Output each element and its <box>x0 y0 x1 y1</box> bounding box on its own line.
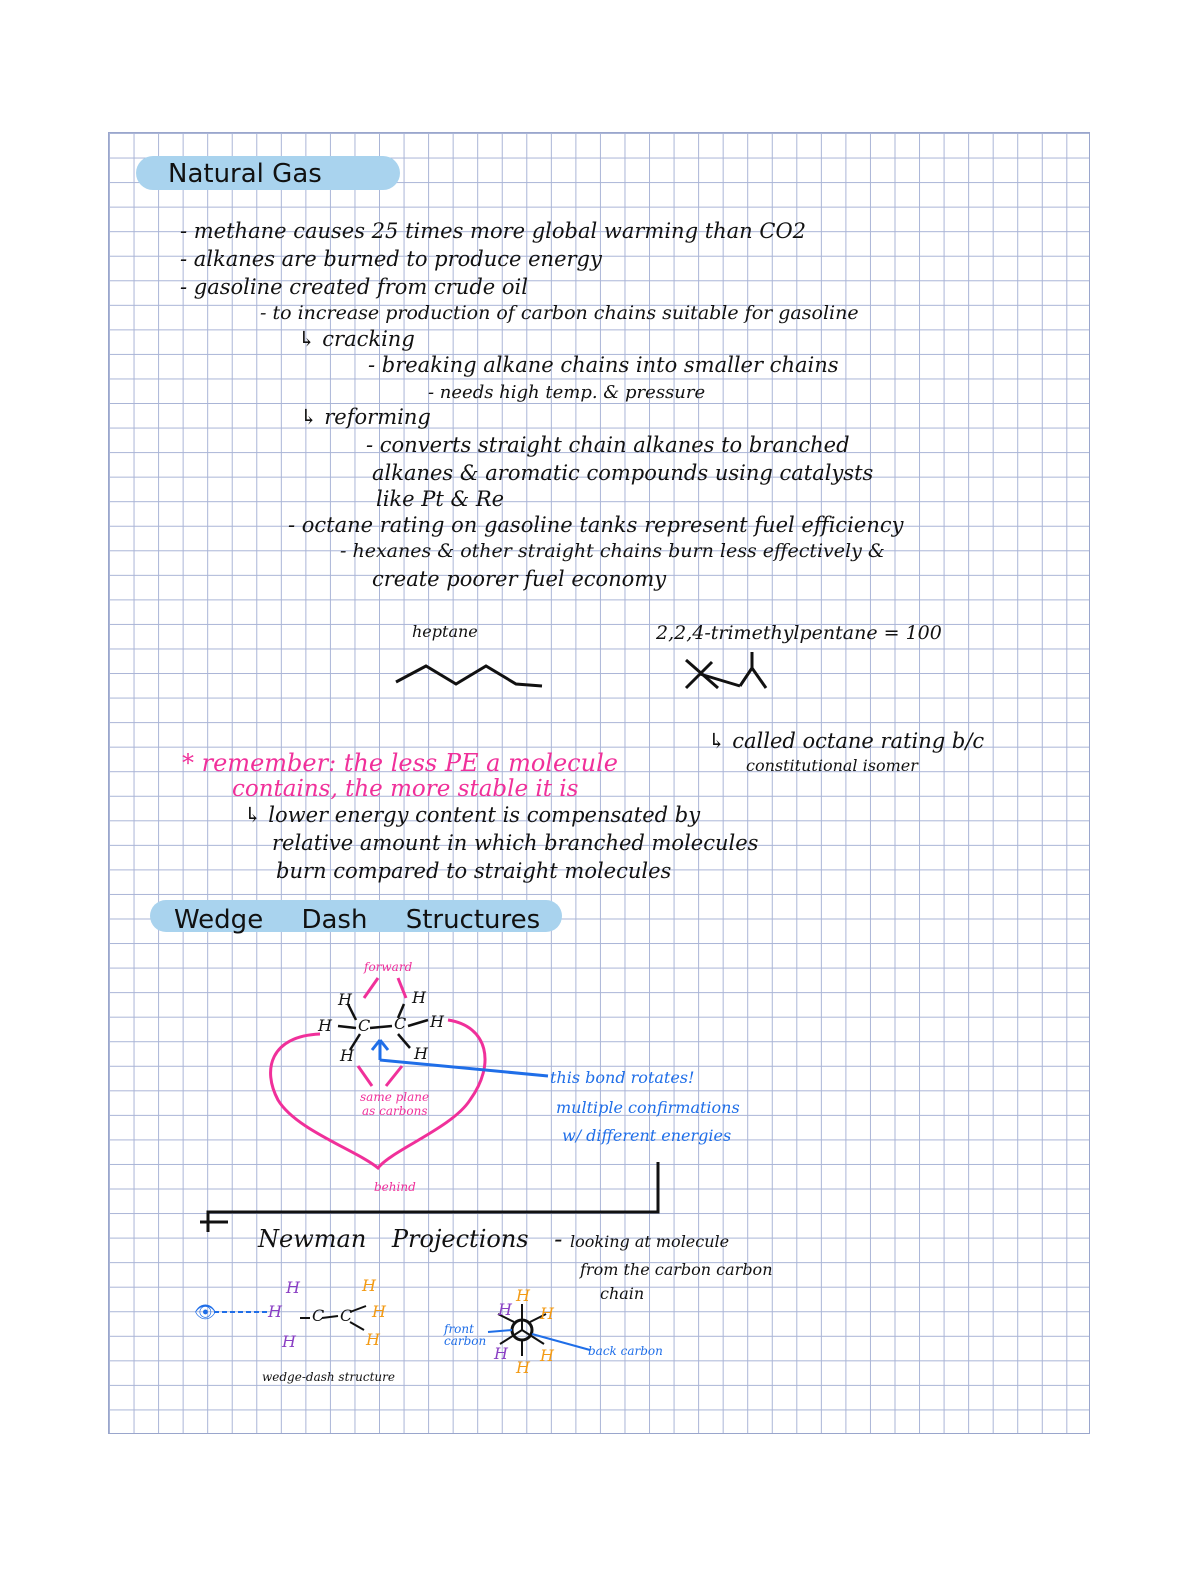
newman-desc: looking at molecule <box>570 1232 730 1251</box>
connector-line <box>208 1162 658 1232</box>
newman-h: H <box>516 1286 530 1305</box>
atom-h: H <box>366 1330 380 1349</box>
section-title-natural-gas: Natural Gas <box>168 159 322 189</box>
note-line: - to increase production of carbon chains suitable for gasoline <box>260 302 859 324</box>
remember-sub: burn compared to straight molecules <box>276 859 672 883</box>
atom-c: C <box>394 1014 407 1033</box>
atom-h: H <box>286 1278 300 1297</box>
note-line: - converts straight chain alkanes to branched <box>366 433 850 457</box>
newman-h: H <box>540 1346 554 1365</box>
rotate-note: w/ different energies <box>562 1126 732 1145</box>
heptane-skeleton <box>396 666 542 686</box>
rotate-note: multiple confirmations <box>556 1098 740 1117</box>
atom-h: H <box>430 1012 444 1031</box>
rotate-note: this bond rotates! <box>550 1068 695 1087</box>
front-carbon-label: carbon <box>444 1334 487 1348</box>
remember-sub: relative amount in which branched molecules <box>272 831 759 855</box>
newman-desc: chain <box>600 1284 645 1303</box>
atom-c: C <box>312 1306 325 1325</box>
atom-h: H <box>362 1276 376 1295</box>
newman-h: H <box>498 1300 512 1319</box>
wedge-dash-caption: wedge-dash structure <box>262 1370 395 1384</box>
note-line: - hexanes & other straight chains burn less effectively & <box>340 540 885 562</box>
remember-note: * remember: the less PE a molecule <box>182 749 618 777</box>
note-line: ↳ reforming <box>300 405 431 429</box>
isooctane-label: 2,2,4-trimethylpentane = 100 <box>656 622 942 644</box>
forward-label: forward <box>364 960 413 974</box>
heptane-label: heptane <box>412 622 478 641</box>
plane-label: same plane <box>360 1090 430 1104</box>
note-line: create poorer fuel economy <box>372 567 667 591</box>
octane-note: ↳ called octane rating b/c <box>708 729 985 753</box>
newman-h: H <box>494 1344 508 1363</box>
atom-h: H <box>340 1046 354 1065</box>
newman-h: H <box>516 1358 530 1377</box>
atom-h: H <box>268 1302 282 1321</box>
note-line: - breaking alkane chains into smaller chains <box>368 353 839 377</box>
octane-note: constitutional isomer <box>746 756 918 775</box>
atom-c: C <box>358 1016 371 1035</box>
atom-h: H <box>412 988 426 1007</box>
newman-h: H <box>540 1304 554 1323</box>
atom-c: C <box>340 1306 353 1325</box>
behind-label: behind <box>374 1180 416 1194</box>
atom-h: H <box>318 1016 332 1035</box>
eye-icon: 👁 <box>194 1302 217 1323</box>
atom-h: H <box>338 990 352 1009</box>
note-line: - needs high temp. & pressure <box>428 382 706 403</box>
remember-note: contains, the more stable it is <box>232 776 579 802</box>
plane-label: as carbons <box>362 1104 428 1118</box>
note-line: - gasoline created from crude oil <box>180 275 528 299</box>
atom-h: H <box>372 1302 386 1321</box>
section-title-newman: Newman Projections - <box>258 1225 563 1253</box>
note-line: - octane rating on gasoline tanks represent fuel efficiency <box>288 513 904 537</box>
atom-h: H <box>414 1044 428 1063</box>
front-carbon-label: front <box>444 1322 474 1336</box>
small-wedge-dash <box>300 1306 366 1330</box>
remember-sub: ↳ lower energy content is compensated by <box>244 803 701 827</box>
note-line: - methane causes 25 times more global warming than CO2 <box>180 219 807 243</box>
note-line: - alkanes are burned to produce energy <box>180 247 602 271</box>
section-title-wedge-dash: Wedge Dash Structures <box>174 905 541 935</box>
note-line: ↳ cracking <box>298 327 415 351</box>
isooctane-skeleton <box>686 652 766 688</box>
note-line: alkanes & aromatic compounds using catalysts <box>372 461 874 485</box>
newman-desc: from the carbon carbon <box>580 1260 773 1279</box>
note-line: like Pt & Re <box>376 487 505 511</box>
atom-h: H <box>282 1332 296 1351</box>
back-carbon-label: back carbon <box>588 1344 663 1358</box>
